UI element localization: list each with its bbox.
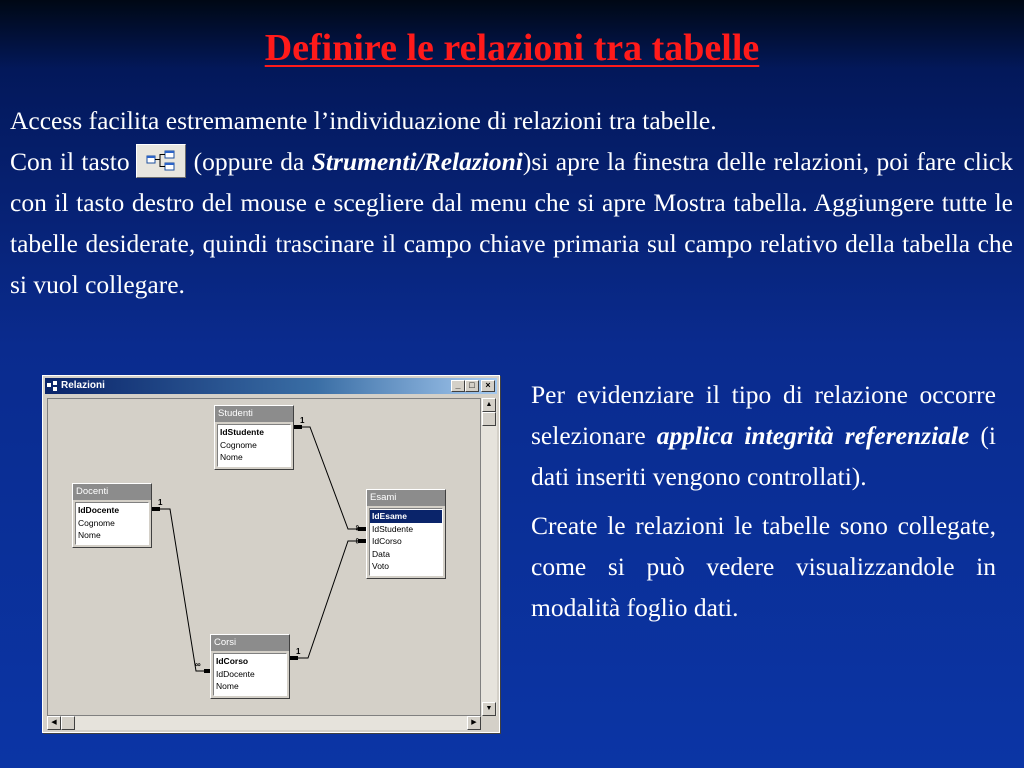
table-esami-title[interactable]: Esami bbox=[367, 490, 445, 506]
field-nome[interactable]: Nome bbox=[220, 452, 243, 462]
field-cognome[interactable]: Cognome bbox=[78, 517, 115, 528]
card-studenti-one: 1 bbox=[300, 416, 305, 425]
scroll-left-icon[interactable]: ◀ bbox=[47, 716, 61, 730]
intro-rest-text: )si apre la finestra delle relazioni, poi fare click con il tasto destro del mouse e scegliere dal menu che si apre Mostra tabella. Aggiungere tutte le tabelle desiderate, quindi trascinare il campo chiave primaria sul campo relativo della tabella che si vuol collegare. bbox=[10, 147, 1013, 299]
scroll-right-icon[interactable]: ▶ bbox=[467, 716, 481, 730]
right-paragraph-1 bbox=[531, 374, 996, 497]
table-studenti-fields bbox=[217, 424, 291, 467]
table-studenti[interactable] bbox=[214, 405, 294, 470]
horizontal-scrollbar[interactable] bbox=[47, 716, 481, 730]
relationships-canvas[interactable] bbox=[47, 398, 481, 716]
field-nome[interactable]: Nome bbox=[216, 681, 239, 691]
con-tasto-text: Con il tasto bbox=[10, 147, 130, 176]
window-title: Relazioni bbox=[61, 380, 105, 391]
field-cognome[interactable]: Cognome bbox=[220, 439, 257, 450]
field-iddocente[interactable]: IdDocente bbox=[78, 505, 120, 515]
field-idstudente[interactable]: IdStudente bbox=[372, 523, 414, 534]
right-text bbox=[531, 374, 996, 636]
right-paragraph-2: Create le relazioni le tabelle sono collegate, come si può vedere visualizzandole in modalità foglio dati. bbox=[531, 511, 996, 622]
card-corsi-many: ∞ bbox=[195, 660, 201, 669]
intro-text bbox=[10, 100, 1013, 305]
table-corsi-title[interactable]: Corsi bbox=[211, 635, 289, 651]
table-esami[interactable] bbox=[366, 489, 446, 579]
field-idstudente[interactable]: IdStudente bbox=[220, 427, 264, 437]
table-corsi-fields bbox=[213, 653, 287, 696]
card-esami-many-2: ∞ bbox=[353, 538, 362, 544]
field-idcorso[interactable]: IdCorso bbox=[216, 656, 249, 666]
table-esami-fields bbox=[369, 508, 443, 576]
field-idcorso[interactable]: IdCorso bbox=[372, 536, 402, 546]
right-p1-end: (i dati inseriti vengono controllati). bbox=[531, 421, 996, 491]
minimize-button[interactable]: _ bbox=[451, 380, 465, 392]
scroll-down-icon[interactable]: ▼ bbox=[482, 702, 496, 716]
window-titlebar[interactable] bbox=[45, 378, 497, 394]
close-button[interactable]: × bbox=[481, 380, 495, 392]
card-esami-many-1: ∞ bbox=[353, 525, 362, 531]
field-data[interactable]: Data bbox=[372, 548, 390, 559]
vertical-scrollbar[interactable] bbox=[481, 398, 497, 716]
maximize-button[interactable]: □ bbox=[465, 380, 479, 392]
field-voto[interactable]: Voto bbox=[372, 561, 390, 571]
horizontal-scroll-thumb[interactable] bbox=[61, 716, 75, 730]
vertical-scroll-thumb[interactable] bbox=[482, 412, 496, 426]
card-docenti-one: 1 bbox=[158, 498, 163, 507]
card-corsi-one: 1 bbox=[296, 647, 301, 656]
table-docenti-title[interactable]: Docenti bbox=[73, 484, 151, 500]
intro-paragraph bbox=[10, 141, 1013, 305]
intro-line-1: Access facilita estremamente l’individuazione di relazioni tra tabelle. bbox=[10, 106, 717, 135]
oppure-da-text: (oppure da bbox=[193, 147, 312, 176]
table-studenti-title[interactable]: Studenti bbox=[215, 406, 293, 422]
table-corsi[interactable] bbox=[210, 634, 290, 699]
slide-title: Definire le relazioni tra tabelle bbox=[264, 27, 760, 69]
table-docenti[interactable] bbox=[72, 483, 152, 548]
relationships-window bbox=[42, 375, 500, 733]
table-docenti-fields bbox=[75, 502, 149, 545]
field-nome[interactable]: Nome bbox=[78, 530, 101, 540]
window-app-icon bbox=[47, 381, 57, 391]
relationships-icon[interactable] bbox=[136, 144, 186, 178]
right-p1-emphasis: applica integrità referenziale bbox=[656, 421, 970, 450]
right-p1-start: Per evidenziare il tipo di relazione occorre selezionare bbox=[531, 380, 996, 450]
field-iddocente[interactable]: IdDocente bbox=[216, 668, 255, 679]
scroll-up-icon[interactable]: ▲ bbox=[482, 398, 496, 412]
field-idesame[interactable]: IdEsame bbox=[370, 510, 442, 523]
menu-path-text: Strumenti/Relazioni bbox=[311, 147, 523, 176]
